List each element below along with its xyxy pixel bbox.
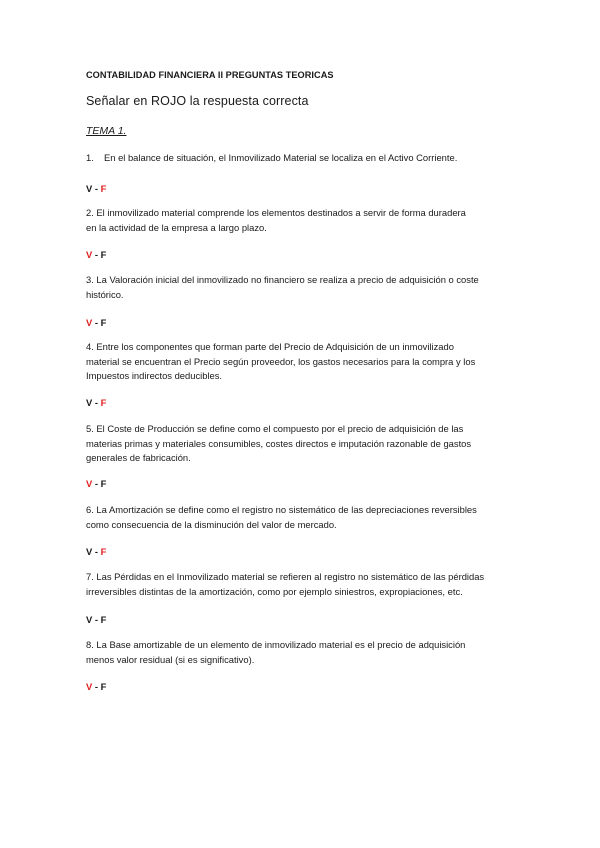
- answer-7: [86, 614, 106, 625]
- question-number: 1.: [86, 152, 94, 163]
- question-line: 3. La Valoración inicial del inmovilizado no financiero se realiza a precio de adquisición o coste: [86, 274, 479, 285]
- question-4: [86, 340, 526, 384]
- question-7: [86, 570, 526, 599]
- answer-v: V: [86, 681, 93, 692]
- question-line: 4. Entre los componentes que forman parte del Precio de Adquisición de un inmovilizado: [86, 341, 454, 352]
- answer-4: [86, 397, 106, 408]
- answer-separator: -: [92, 614, 101, 625]
- answer-f: F: [100, 478, 107, 489]
- question-line: 2. El inmovilizado material comprende los elementos destinados a servir de forma duradera: [86, 207, 466, 218]
- question-line: 5. El Coste de Producción se define como el compuesto por el precio de adquisición de las: [86, 423, 464, 434]
- answer-f: F: [100, 546, 107, 557]
- answer-separator: -: [92, 546, 101, 557]
- question-8: [86, 638, 526, 667]
- answer-v: V: [86, 183, 93, 194]
- answer-v: V: [86, 397, 93, 408]
- answer-v: V: [86, 478, 93, 489]
- question-line: 8. La Base amortizable de un elemento de inmovilizado material es el precio de adquisición: [86, 639, 466, 650]
- question-2: [86, 206, 526, 235]
- answer-separator: -: [92, 317, 101, 328]
- answer-separator: -: [92, 681, 101, 692]
- answer-f: F: [100, 249, 107, 260]
- question-line: material se encuentran el Precio según proveedor, los gastos necesarios para la compra y los: [86, 355, 476, 367]
- answer-f: F: [100, 681, 107, 692]
- answer-2: [86, 249, 106, 260]
- question-line: menos valor residual (si es significativo).: [86, 653, 255, 665]
- answer-separator: -: [92, 397, 101, 408]
- answer-5: [86, 478, 106, 489]
- question-line: en la actividad de la empresa a largo plazo.: [86, 221, 267, 233]
- instruction-text: Señalar en ROJO la respuesta correcta: [86, 94, 309, 108]
- question-1: [86, 151, 526, 166]
- answer-6: [86, 546, 106, 557]
- answer-1: [86, 183, 106, 194]
- answer-f: F: [100, 183, 107, 194]
- question-line: generales de fabricación.: [86, 452, 191, 463]
- section-heading: TEMA 1.: [86, 125, 127, 137]
- question-text: En el balance de situación, el Inmovilizado Material se localiza en el Activo Corriente.: [104, 152, 458, 163]
- answer-f: F: [100, 614, 107, 625]
- question-line: histórico.: [86, 288, 124, 300]
- question-3: [86, 273, 526, 302]
- question-6: [86, 503, 526, 532]
- answer-separator: -: [92, 478, 101, 489]
- answer-v: V: [86, 614, 93, 625]
- question-line: Impuestos indirectos deducibles.: [86, 370, 223, 381]
- answer-separator: -: [92, 249, 101, 260]
- answer-v: V: [86, 317, 93, 328]
- answer-f: F: [100, 397, 107, 408]
- question-line: 7. Las Pérdidas en el Inmovilizado material se refieren al registro no sistemático de las pérdidas: [86, 571, 485, 582]
- answer-v: V: [86, 249, 93, 260]
- answer-separator: -: [92, 183, 101, 194]
- answer-f: F: [100, 317, 107, 328]
- question-line: materias primas y materiales consumibles, costes directos e imputación razonable de gastos: [86, 437, 472, 449]
- question-5: [86, 422, 526, 466]
- answer-v: V: [86, 546, 93, 557]
- question-line: irreversibles distintas de la amortización, como por ejemplo siniestros, expropiaciones, etc.: [86, 585, 463, 597]
- answer-3: [86, 317, 106, 328]
- question-line: como consecuencia de la disminución del valor de mercado.: [86, 518, 337, 530]
- answer-8: [86, 681, 106, 692]
- document-title: CONTABILIDAD FINANCIERA II PREGUNTAS TEORICAS: [86, 70, 334, 80]
- question-line: 6. La Amortización se define como el registro no sistemático de las depreciaciones reversibles: [86, 504, 477, 515]
